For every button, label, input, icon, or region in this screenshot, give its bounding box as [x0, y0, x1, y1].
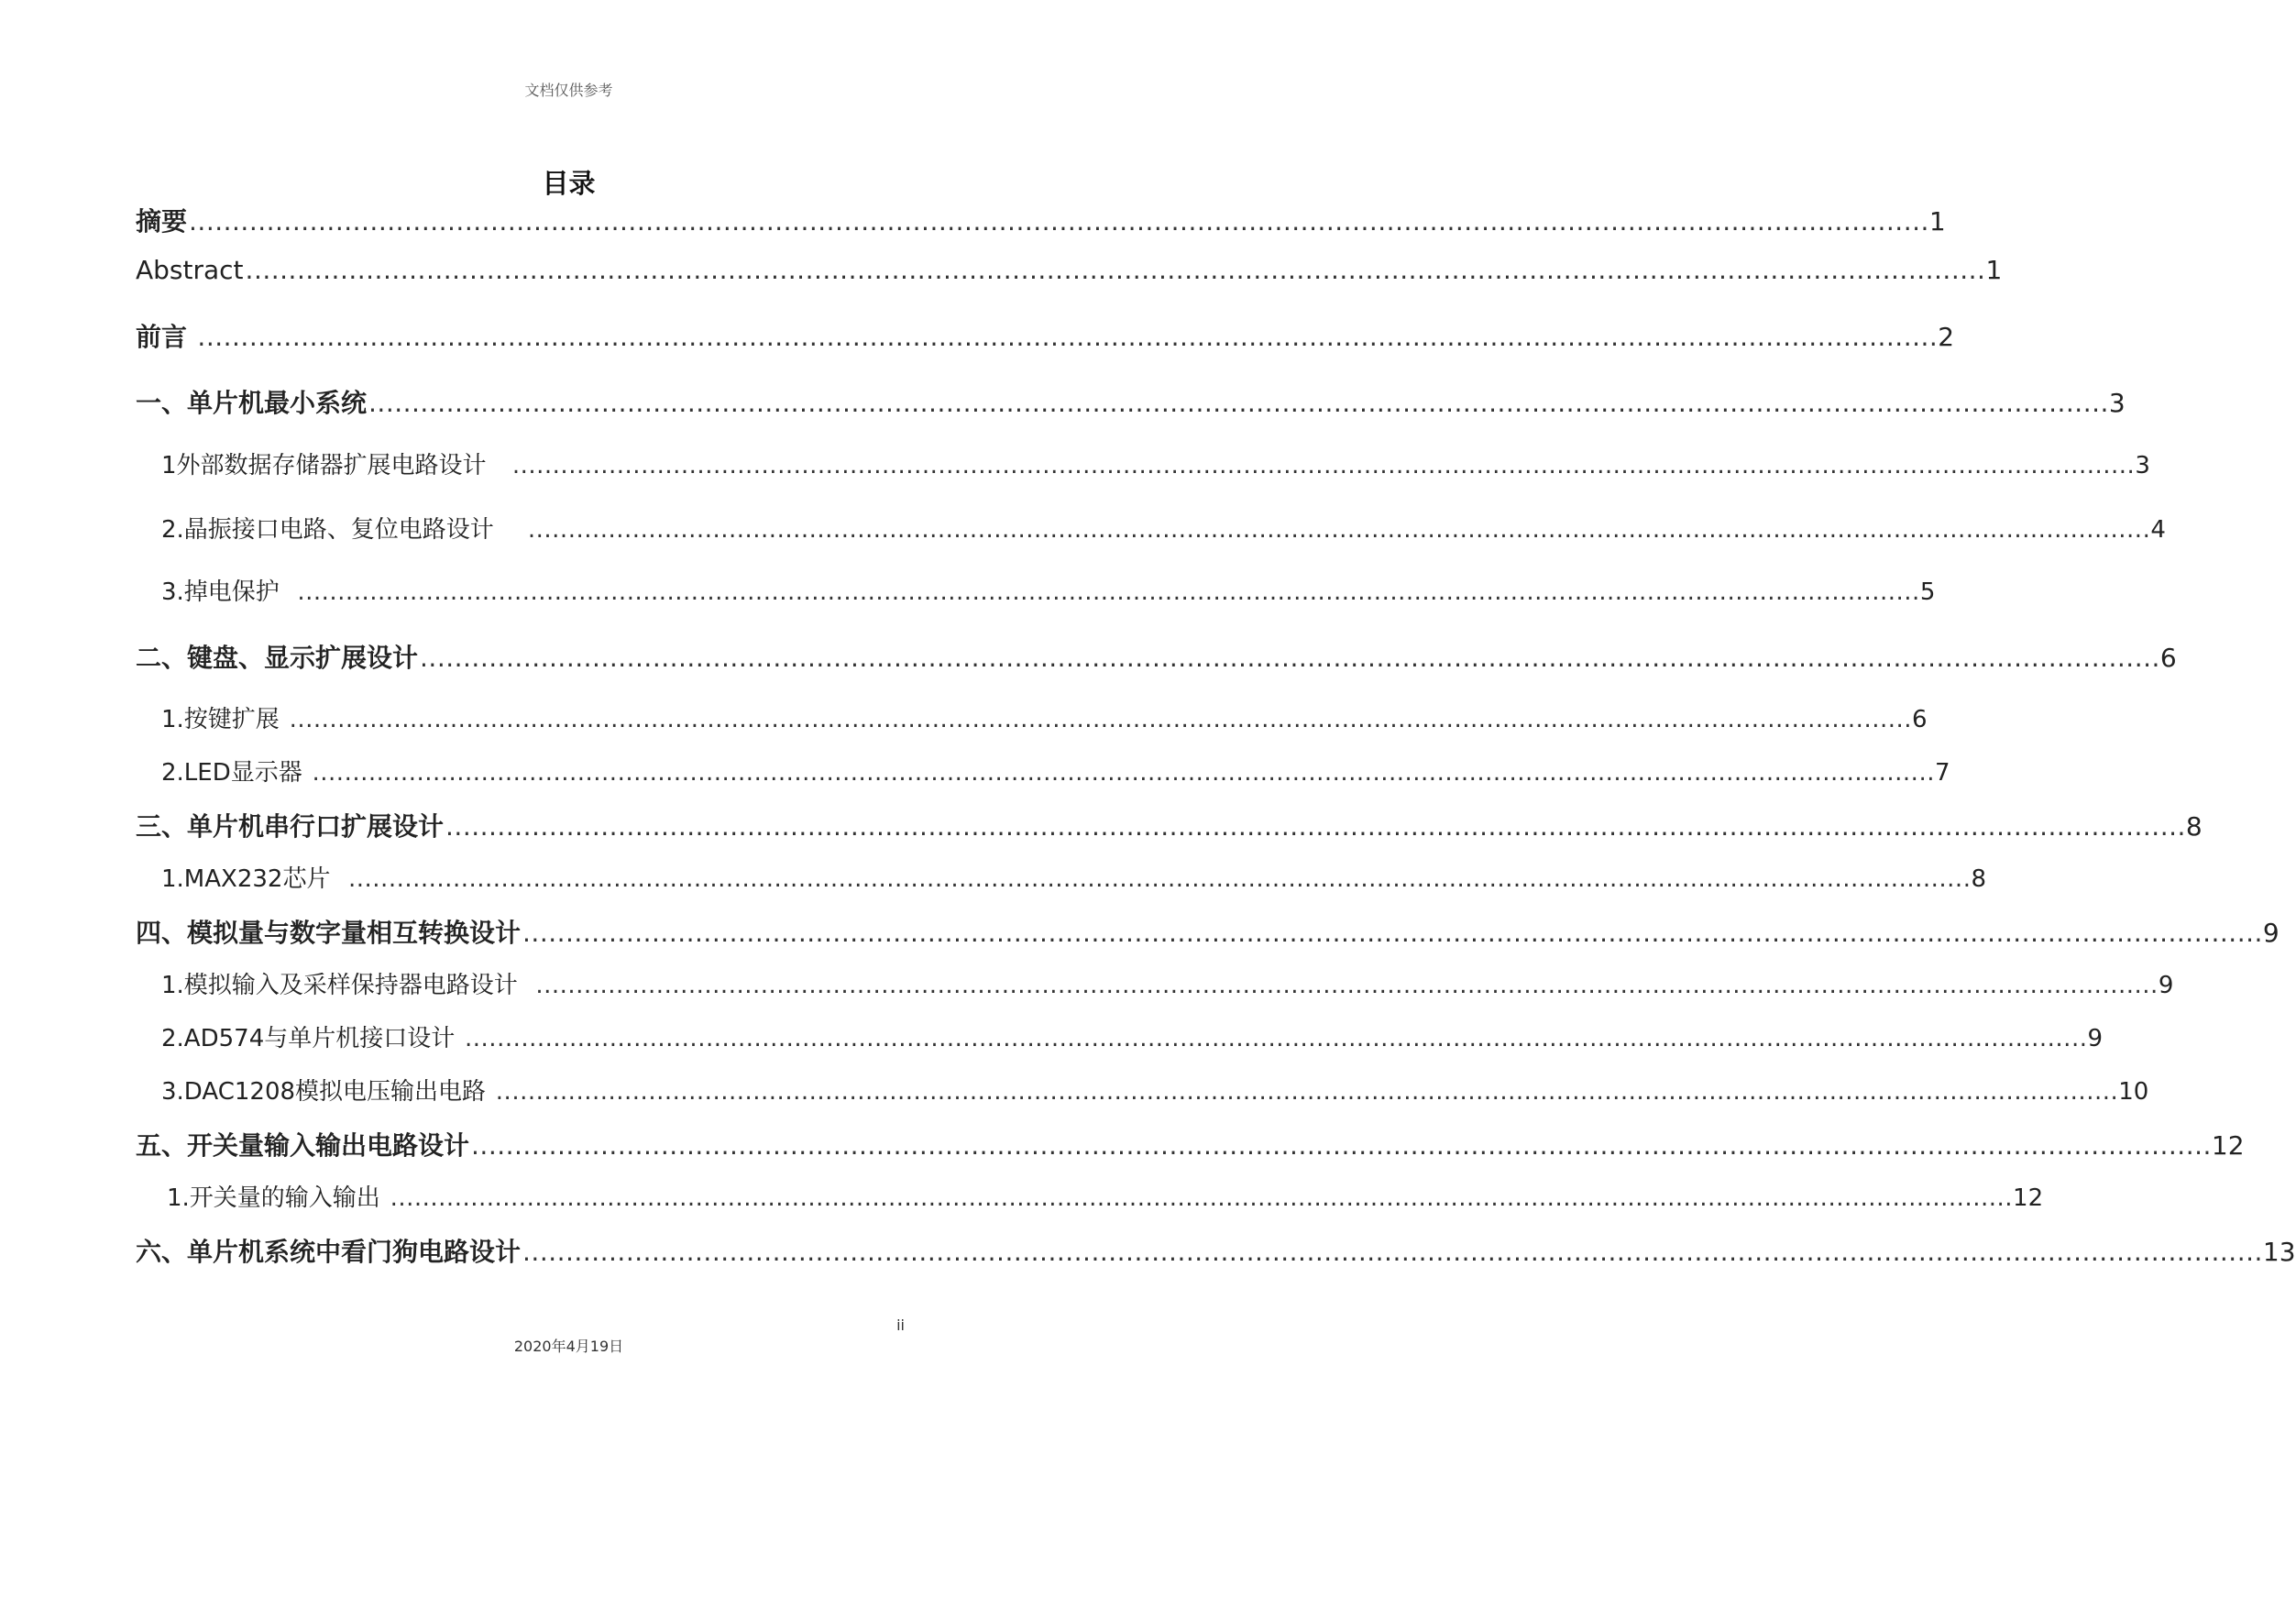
toc-entry-page: 6: [2159, 643, 2177, 673]
page-header: 文档仅供参考: [524, 82, 613, 99]
toc-leader-dots: ..........................................................................................................................................................................................................: [368, 388, 2109, 418]
toc-leader-dots: ..........................................................................................................................................................................................................: [495, 516, 2151, 544]
toc-entry-page: 1: [1928, 206, 1946, 237]
toc-entry-label: 一、单片机最小系统: [136, 388, 368, 418]
toc-entry-label: 四、模拟量与数字量相互转换设计: [136, 918, 522, 948]
toc-leader-dots: ..........................................................................................................................................................................................................: [519, 972, 2159, 999]
toc-entry-label: 二、键盘、显示扩展设计: [136, 643, 419, 673]
toc-entry-chapter-3[interactable]: [136, 807, 2203, 843]
toc-entry-label: 1.开关量的输入输出: [167, 1184, 380, 1212]
toc-leader-dots: ..........................................................................................................................................................................................................: [280, 578, 1920, 606]
toc-entry-page: 10: [2118, 1078, 2149, 1106]
toc-leader-dots: ..........................................................................................................................................................................................................: [445, 811, 2186, 842]
toc-entry-abstract-cn[interactable]: [136, 202, 1946, 238]
toc-entry-page: 2: [1938, 322, 1955, 352]
toc-leader-dots: ..........................................................................................................................................................................................................: [456, 1025, 2088, 1052]
toc-entry-page: 9: [2158, 972, 2174, 999]
toc-entry-label: 前言: [136, 322, 188, 352]
toc-leader-dots: ..........................................................................................................................................................................................................: [332, 865, 1972, 893]
toc-leader-dots: ..........................................................................................................................................................................................................: [420, 643, 2160, 673]
toc-entry-2-2[interactable]: [161, 754, 1950, 787]
toc-entry-label: 五、开关量输入输出电路设计: [136, 1130, 470, 1161]
toc-entry-label: 3.掉电保护: [161, 578, 280, 606]
page-number: ii: [896, 1316, 905, 1334]
toc-entry-chapter-6[interactable]: [136, 1232, 2296, 1269]
toc-leader-dots: ..........................................................................................................................................................................................................: [303, 759, 1935, 787]
toc-entry-2-1[interactable]: [161, 700, 1928, 734]
toc-entry-1-1[interactable]: [161, 446, 2150, 480]
toc-entry-4-3[interactable]: [161, 1073, 2149, 1107]
footer-date: 2020年4月19日: [513, 1338, 624, 1355]
toc-entry-page: 8: [1971, 865, 1987, 893]
toc-entry-page: 7: [1934, 759, 1950, 787]
toc-entry-1-2[interactable]: [161, 511, 2166, 545]
toc-entry-label: 2.AD574与单片机接口设计: [161, 1025, 456, 1052]
toc-entry-page: 6: [1912, 706, 1928, 733]
toc-entry-label: 六、单片机系统中看门狗电路设计: [136, 1237, 522, 1267]
toc-entry-page: 3: [2108, 388, 2126, 418]
toc-entry-chapter-4[interactable]: [136, 913, 2280, 950]
toc-entry-page: 3: [2135, 452, 2150, 479]
toc-entry-label: 1.MAX232芯片: [161, 865, 331, 893]
toc-leader-dots: ..........................................................................................................................................................................................................: [381, 1184, 2014, 1212]
toc-entry-label: 2.晶振接口电路、复位电路设计: [161, 516, 494, 544]
toc-entry-1-3[interactable]: [161, 573, 1936, 607]
toc-entry-label: 摘要: [136, 206, 188, 237]
toc-entry-page: 1: [1985, 255, 2003, 285]
toc-leader-dots: ..........................................................................................................................................................................................................: [522, 918, 2263, 948]
toc-entry-label: 三、单片机串行口扩展设计: [136, 811, 445, 842]
toc-leader-dots: ..........................................................................................................................................................................................................: [471, 1130, 2212, 1161]
toc-entry-chapter-1[interactable]: [136, 383, 2126, 420]
toc-leader-dots: ..........................................................................................................................................................................................................: [280, 706, 1913, 733]
toc-entry-abstract-en[interactable]: [136, 255, 2003, 285]
toc-entry-label: 1.模拟输入及采样保持器电路设计: [161, 972, 518, 999]
toc-leader-dots: ..........................................................................................................................................................................................................: [245, 255, 1986, 285]
toc-entry-page: 4: [2150, 516, 2166, 544]
toc-entry-chapter-5[interactable]: [136, 1126, 2245, 1162]
toc-entry-label: 3.DAC1208模拟电压输出电路: [161, 1078, 487, 1106]
toc-entry-label: 1.按键扩展: [161, 706, 280, 733]
toc-entry-page: 8: [2185, 811, 2203, 842]
toc-entry-preface[interactable]: [136, 317, 1955, 354]
toc-entry-page: 5: [1919, 578, 1936, 606]
toc-leader-dots: ..........................................................................................................................................................................................................: [189, 322, 1939, 352]
toc-entry-label: Abstract: [136, 255, 244, 285]
toc-leader-dots: ..........................................................................................................................................................................................................: [488, 1078, 2119, 1106]
toc-entry-label: 2.LED显示器: [161, 759, 302, 787]
toc-entry-4-1[interactable]: [161, 966, 2174, 1000]
page-title: 目录: [542, 168, 596, 199]
toc-entry-page: 9: [2262, 918, 2280, 948]
toc-entry-5-1[interactable]: [167, 1179, 2044, 1213]
toc-entry-chapter-2[interactable]: [136, 638, 2177, 675]
toc-leader-dots: ..........................................................................................................................................................................................................: [488, 452, 2136, 479]
toc-entry-page: 12: [2211, 1130, 2245, 1161]
toc-entry-3-1[interactable]: [161, 860, 1987, 894]
toc-entry-page: 12: [2013, 1184, 2044, 1212]
toc-entry-label: 1外部数据存储器扩展电路设计: [161, 452, 487, 479]
toc-entry-page: 13: [2262, 1237, 2296, 1267]
toc-leader-dots: ..........................................................................................................................................................................................................: [522, 1237, 2263, 1267]
toc-leader-dots: ..........................................................................................................................................................................................................: [189, 206, 1929, 237]
toc-entry-page: 9: [2087, 1025, 2104, 1052]
toc-entry-4-2[interactable]: [161, 1019, 2104, 1053]
